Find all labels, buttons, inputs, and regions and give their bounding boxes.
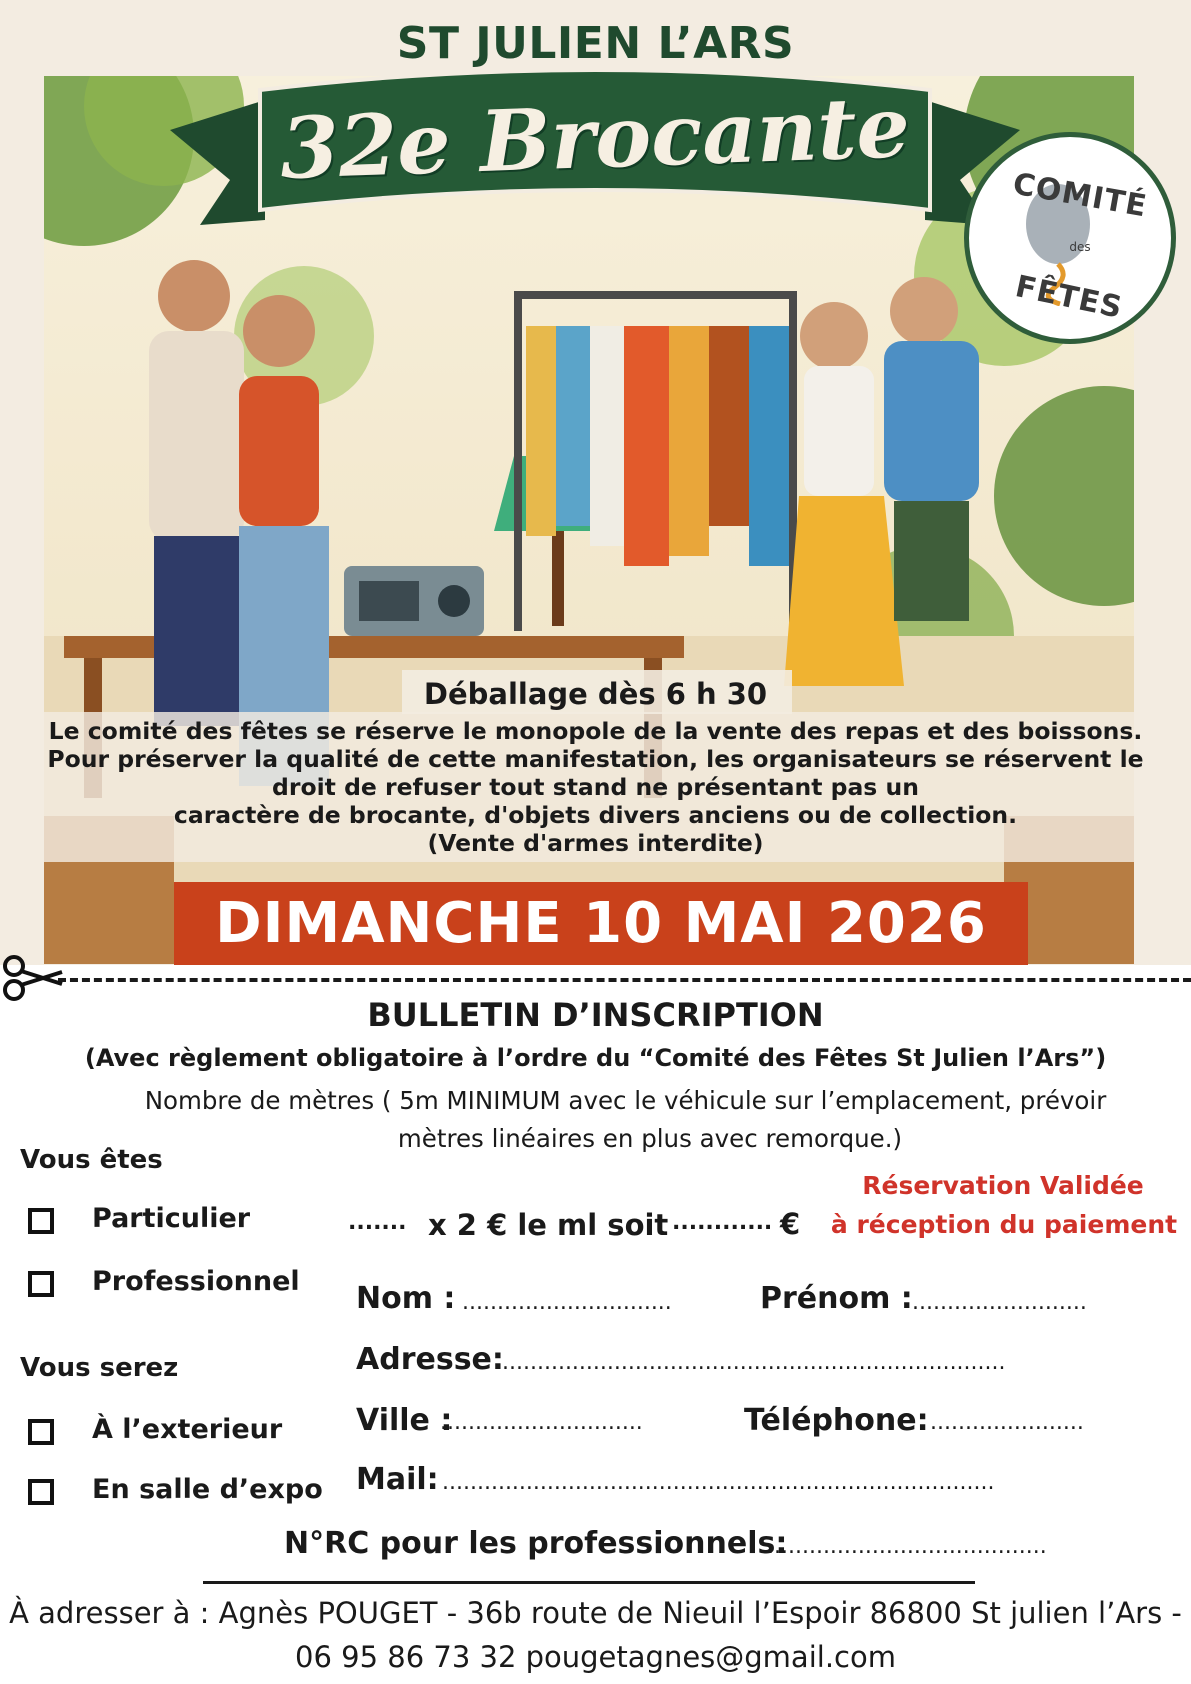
professionnel-checkbox[interactable] <box>28 1271 54 1297</box>
form-title: BULLETIN D’INSCRIPTION <box>367 996 824 1034</box>
rules-line: (Vente d'armes interdite) <box>427 829 764 857</box>
footer-contact: 06 95 86 73 32 pougetagnes@gmail.com <box>295 1640 896 1674</box>
nom-field[interactable]: .............................. <box>462 1290 672 1315</box>
cut-line <box>58 978 1191 982</box>
reservation-note: à réception du paiement <box>830 1210 1178 1239</box>
footer-address: À adresser à : Agnès POUGET - 36b route de Nieuil l’Espoir 86800 St julien l’Ars - <box>9 1596 1182 1630</box>
metres-instructions: mètres linéaires en plus avec remorque.) <box>397 1124 903 1153</box>
rules-line: droit de refuser tout stand ne présentant pas un <box>272 773 919 801</box>
badge-comite-text: COMITÉ <box>1010 166 1150 225</box>
adresse-label: Adresse: <box>356 1342 504 1377</box>
rules-line: Le comité des fêtes se réserve le monopole de la vente des repas et des boissons. <box>48 717 1143 745</box>
badge-fetes-text: FÊTES <box>1012 269 1126 326</box>
salle-expo-checkbox[interactable] <box>28 1479 54 1505</box>
vous-etes-label: Vous êtes <box>20 1145 163 1175</box>
prenom-label: Prénom : <box>760 1281 913 1316</box>
nom-label: Nom : <box>356 1281 456 1316</box>
particulier-label: Particulier <box>92 1203 251 1234</box>
reservation-note: Réservation Validée <box>862 1171 1144 1200</box>
exterieur-checkbox[interactable] <box>28 1419 54 1445</box>
euro-symbol: € <box>780 1207 801 1241</box>
telephone-label: Téléphone: <box>744 1403 929 1438</box>
footer-divider <box>203 1581 975 1584</box>
metres-blank[interactable]: ....... <box>348 1210 407 1235</box>
nrc-label: N°RC pour les professionnels: <box>284 1526 788 1561</box>
ville-label: Ville : <box>356 1403 453 1438</box>
vous-serez-label: Vous serez <box>20 1353 179 1383</box>
exterieur-label: À l’exterieur <box>92 1414 283 1445</box>
adresse-field[interactable]: ........................................................................ <box>502 1350 1006 1375</box>
salle-expo-label: En salle d’expo <box>92 1474 323 1505</box>
prenom-field[interactable]: ......................... <box>912 1290 1087 1315</box>
event-date: DIMANCHE 10 MAI 2026 <box>174 882 1028 965</box>
telephone-field[interactable]: ...................... <box>930 1410 1084 1435</box>
form-subtitle: (Avec règlement obligatoire à l’ordre du “Comité des Fêtes St Julien l’Ars”) <box>84 1044 1107 1072</box>
professionnel-label: Professionnel <box>92 1266 300 1297</box>
deballage-time: Déballage dès 6 h 30 <box>423 677 768 711</box>
particulier-checkbox[interactable] <box>28 1208 54 1234</box>
price-per-metre: x 2 € le ml soit <box>428 1208 669 1242</box>
scissors-icon <box>2 954 64 1002</box>
mail-label: Mail: <box>356 1462 439 1497</box>
mail-field[interactable]: ............................................................................... <box>442 1470 995 1495</box>
rules-line: caractère de brocante, d'objets divers anciens ou de collection. <box>173 801 1018 829</box>
badge-des-text: des <box>1069 240 1091 254</box>
town-name: ST JULIEN L’ARS <box>396 18 795 69</box>
total-blank[interactable]: ............ <box>672 1210 773 1235</box>
ville-field[interactable]: ............................. <box>440 1410 643 1435</box>
rules-line: Pour préserver la qualité de cette manifestation, les organisateurs se réservent le <box>47 745 1144 773</box>
metres-instructions: Nombre de mètres ( 5m MINIMUM avec le véhicule sur l’emplacement, prévoir <box>144 1086 1107 1115</box>
nrc-field[interactable]: ......................................... <box>760 1534 1047 1559</box>
event-title: 32e Brocante <box>278 77 912 198</box>
